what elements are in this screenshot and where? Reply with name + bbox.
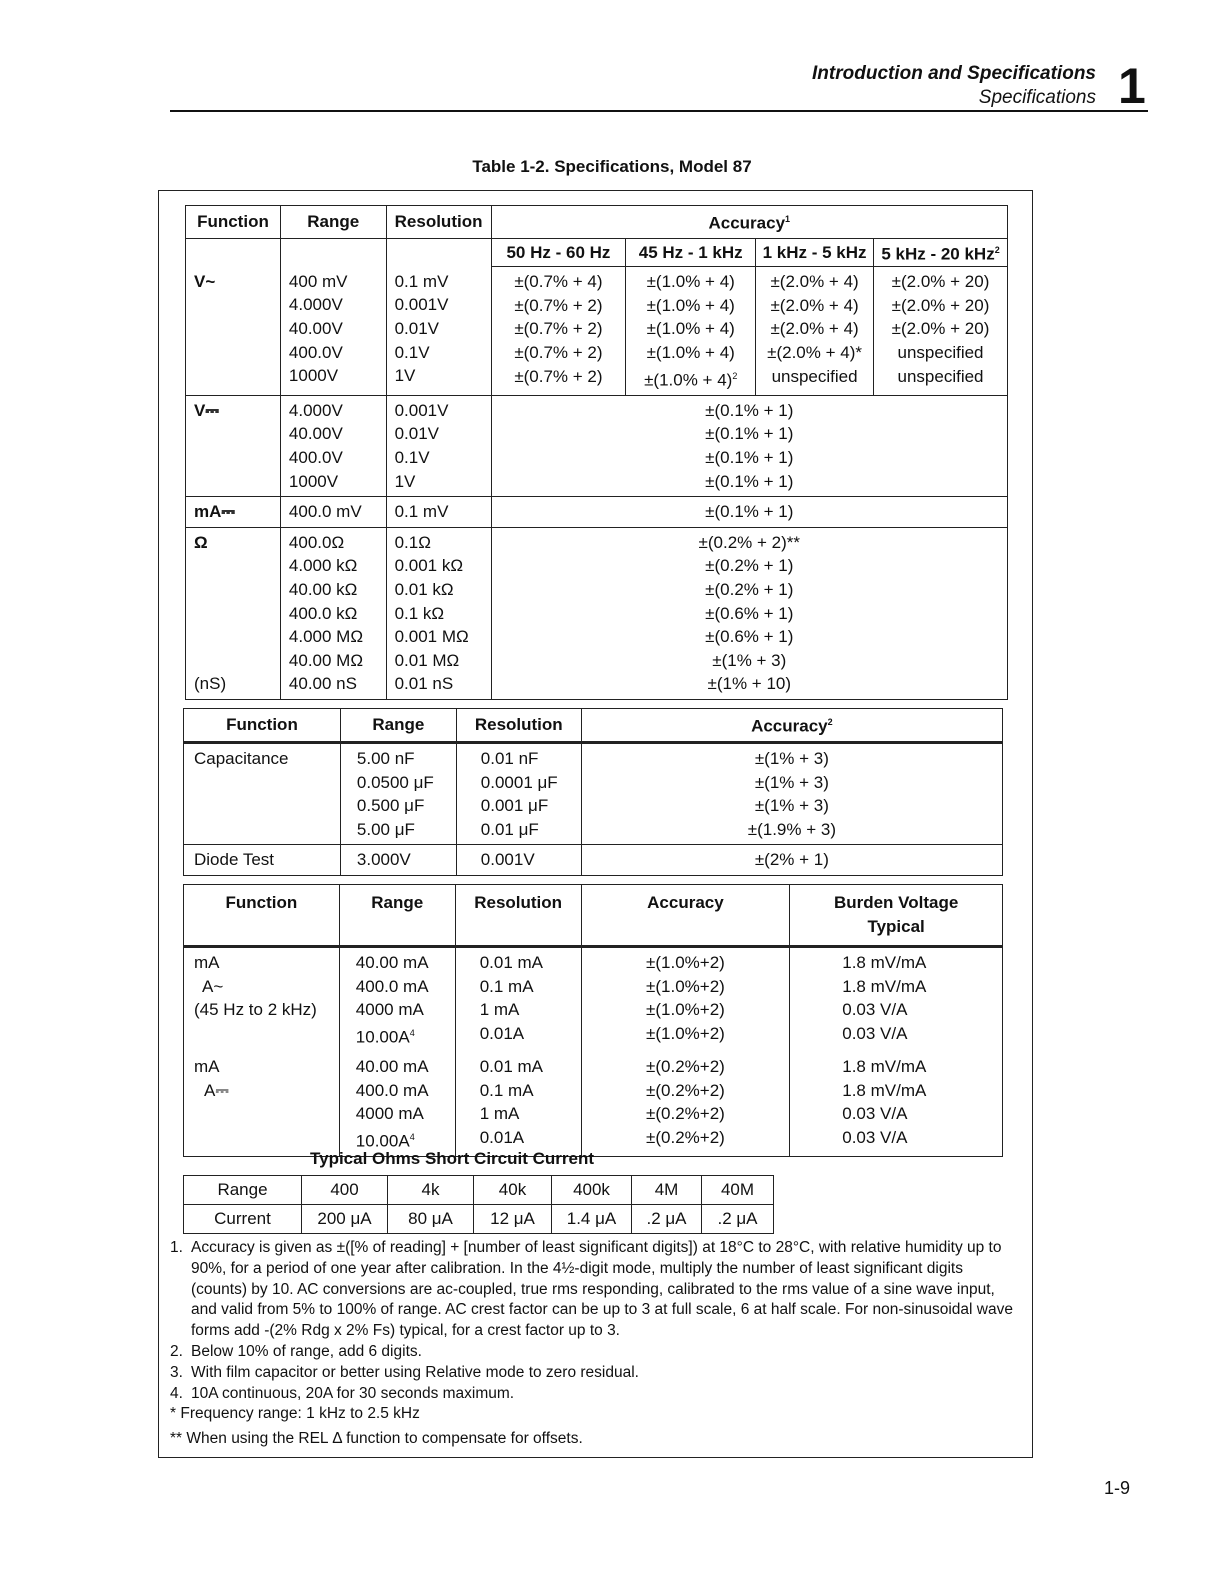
table-cell: 12 μA: [474, 1205, 552, 1234]
table-cell: 1.4 μA: [552, 1205, 632, 1234]
ohms-symbol: Ω: [194, 532, 208, 552]
range-label: Range: [184, 1176, 302, 1205]
table-cell: 0.03 V/A: [842, 1000, 908, 1020]
function-label: A⎓: [204, 1080, 229, 1100]
table-cell: 0.01 nS: [394, 674, 454, 694]
table-cell: 0.01A: [479, 1023, 525, 1043]
table-cell: 40.00 nS: [288, 674, 357, 694]
table-cell: ±(0.7% + 2): [514, 343, 603, 363]
ohms-group: [186, 527, 1008, 699]
table-cell: 0.03 V/A: [842, 1023, 908, 1043]
table-cell: 40.00 mA: [355, 1057, 429, 1077]
table-cell: 1000V: [288, 366, 339, 386]
current-header-row: [184, 885, 1003, 947]
accuracy-footnote-ref: 1: [785, 214, 791, 225]
table-cell: 0.1 mV: [394, 271, 449, 291]
table-cell: 0.01 mA: [479, 953, 543, 972]
table-cell: 1 mA: [479, 1104, 520, 1124]
footnote-text: When using the REL Δ function to compensate for offsets.: [186, 1430, 583, 1448]
table-cell: 4.000 MΩ: [288, 627, 364, 647]
table-cell: ±(0.2%+2): [646, 1057, 725, 1077]
footnote-number: 2.: [170, 1342, 183, 1360]
table-cell: ±(1% + 3): [712, 650, 787, 670]
current-label: Current: [184, 1205, 302, 1234]
col-accuracy: Accuracy$^1$: [491, 206, 1007, 239]
header-rule: [170, 110, 1148, 112]
table-cell: ±(0.2%+2): [646, 1127, 725, 1147]
table-cell: ±(1% + 3): [754, 796, 829, 816]
table-cell: 0.03 V/A: [842, 1127, 908, 1147]
footnote: [170, 1238, 1020, 1342]
table-cell: ±(0.7% + 2): [514, 295, 603, 315]
table-cell: 1 mA: [479, 1000, 520, 1020]
footnote-text: Accuracy is given as ±([% of reading] + [number of least significant digits]) at 18°C to 28°C, with relative humidity up to 90%, for a period of one year after calibration. In the 4½-digit mode, multiply the number of least significant digits (counts) by 10. AC conversions are ac-coupled, true rms responding, calibrated to the rms value of a sine wave input, and valid from 5% to 100% of range. AC crest factor can be up to 3 at full scale, 6 at half scale. For non-sinusoidal wave forms add -(2% Rdg x 2% Fs) typical, for a crest factor up to 3.: [191, 1239, 1013, 1340]
ohms-short-title: Typical Ohms Short Circuit Current: [310, 1149, 595, 1168]
running-header: [812, 62, 1096, 110]
table-cell: $10.00A^4$: [355, 1027, 415, 1047]
table-cell: 4.000 kΩ: [288, 556, 358, 576]
table-cell: 40.00 kΩ: [288, 580, 358, 600]
table-cell: ±(1.0% + 4): [646, 319, 735, 339]
table-cell: 0.001 MΩ: [394, 627, 469, 647]
ohms-current-row: [184, 1205, 774, 1234]
table-cell: 4M: [632, 1176, 702, 1205]
footnote-ref: 4: [409, 1027, 415, 1038]
footnotes: [170, 1238, 1020, 1450]
table-cell: 400.0V: [288, 342, 343, 362]
header-title: Introduction and Specifications: [812, 63, 1096, 84]
table-cell: 0.1 mA: [479, 976, 534, 996]
table-cell: ±(2.0% + 4): [770, 272, 859, 292]
footnote-text: 10A continuous, 20A for 30 seconds maximum.: [191, 1384, 515, 1402]
capacitance-table: [183, 708, 1003, 876]
dc-current-group: [184, 1052, 1003, 1157]
mv-dc-symbol: mA⎓: [186, 497, 281, 528]
table-cell: ±(2.0% + 4)*: [767, 343, 862, 363]
footnote-number: 4.: [170, 1384, 183, 1402]
table-cell: ±(0.1% + 1): [705, 471, 794, 491]
table-cell: 4.000V: [288, 295, 343, 315]
table-cell: ±(1% + 10): [707, 674, 792, 694]
table-cell: ±(0.7% + 2): [514, 319, 603, 339]
table-cell: 0.01V: [394, 318, 440, 338]
table-cell: 400.0 mA: [355, 976, 429, 996]
table-cell: 0.001V: [394, 295, 449, 315]
table-cell: ±(1% + 3): [754, 772, 829, 792]
table-cell: 0.1Ω: [394, 532, 431, 552]
diode-label: Diode Test: [184, 845, 341, 876]
table-cell: 4.000V: [288, 400, 343, 420]
table-cell: 40k: [474, 1176, 552, 1205]
footnote: [170, 1429, 1020, 1450]
table-cell: 40.00 MΩ: [288, 650, 364, 670]
col-accuracy: Accuracy$^2$: [581, 709, 1002, 743]
table-cell: unspecified: [897, 343, 984, 363]
freq-footnote-ref: 2: [994, 245, 1000, 255]
capacitance-group: [184, 743, 1003, 845]
table-cell: 0.01A: [479, 1127, 525, 1147]
col-range: Range: [340, 709, 456, 743]
spec-table: [185, 205, 1008, 700]
ac-volts-group: [186, 267, 1008, 396]
header-subtitle: Specifications: [978, 87, 1096, 108]
current-table: [183, 884, 1003, 1157]
table-cell: ±(1.9% + 3): [747, 819, 836, 839]
table-cell: ±(1.0% + 4): [646, 272, 735, 292]
table-cell: 0.1V: [394, 342, 430, 362]
table-cell: .2 μA: [632, 1205, 702, 1234]
footnote-ref: 4: [409, 1131, 415, 1142]
table-cell: ±(0.7% + 2): [514, 366, 603, 386]
footnote: [170, 1363, 1020, 1384]
table-cell: ±(2.0% + 4): [770, 295, 859, 315]
footnote-text: With film capacitor or better using Relative mode to zero residual.: [191, 1363, 639, 1381]
table-cell: 3.000V: [340, 845, 456, 876]
table-cell: 400.0V: [288, 448, 343, 468]
burden-header-line2: Typical: [867, 916, 925, 936]
ns-label: (nS): [194, 674, 227, 694]
table-cell: ±(1% + 3): [754, 749, 829, 768]
table-cell: ±(0.1% + 1): [491, 497, 1007, 528]
table-cell: $10.00A^4$: [355, 1131, 415, 1151]
table-cell: ±(0.2%+2): [646, 1080, 725, 1100]
table-cell: ±(2.0% + 4): [770, 319, 859, 339]
table-cell: ±(0.1% + 1): [705, 424, 794, 444]
table-cell: 400 mV: [288, 271, 348, 291]
footnote: [170, 1342, 1020, 1363]
footnote: [170, 1404, 1020, 1425]
table-cell: 400.0 mA: [355, 1080, 429, 1100]
table-cell: ±(0.6% + 1): [705, 603, 794, 623]
table-cell: 40.00V: [288, 318, 343, 338]
table-cell: 0.1V: [394, 448, 430, 468]
table-cell: $\pm(1.0\% + 4)^2$: [644, 370, 738, 390]
table-cell: 1.8 mV/mA: [842, 1080, 927, 1100]
table-cell: ±(1.0%+2): [646, 953, 725, 972]
dc-volts-group: [186, 395, 1008, 496]
col-resolution: Resolution: [456, 709, 581, 743]
table-cell: 400.0 mV: [280, 497, 386, 528]
col-range: Range: [280, 206, 386, 239]
col-function: Function: [184, 709, 341, 743]
col-resolution: Resolution: [386, 206, 491, 239]
table-cell: ±(2.0% + 20): [891, 272, 990, 292]
table-cell: unspecified: [771, 366, 858, 386]
table-cell: 400k: [552, 1176, 632, 1205]
burden-header-line1: Burden Voltage: [833, 893, 959, 912]
table-cell: 0.001 μF: [480, 796, 549, 816]
table-cell: 0.001V: [394, 400, 449, 420]
table-cell: 40.00 mA: [355, 953, 429, 972]
table-cell: 0.001V: [456, 845, 581, 876]
accuracy-footnote-ref: 2: [827, 717, 833, 728]
diode-row: [184, 845, 1003, 876]
table-cell: 80 μA: [388, 1205, 474, 1234]
table-cell: ±(0.2%+2): [646, 1104, 725, 1124]
function-label: mA: [194, 953, 220, 972]
spec-header-row: [186, 206, 1008, 239]
ac-volts-symbol: V~: [186, 267, 281, 396]
footnote-text: Below 10% of range, add 6 digits.: [191, 1342, 422, 1360]
table-cell: ±(0.1% + 1): [705, 448, 794, 468]
table-cell: 1000V: [288, 471, 339, 491]
mv-dc-group: [186, 497, 1008, 528]
table-cell: ±(2.0% + 20): [891, 319, 990, 339]
col-range: Range: [339, 885, 455, 947]
table-cell: 0.1 mA: [479, 1080, 534, 1100]
col-function: Function: [184, 885, 340, 947]
table-cell: 4000 mA: [355, 1104, 424, 1124]
table-cell: 400.0Ω: [288, 532, 345, 552]
capacitance-label: Capacitance: [184, 743, 341, 845]
table-cell: 0.1 mV: [386, 497, 491, 528]
table-cell: .2 μA: [702, 1205, 774, 1234]
table-cell: ±(0.2% + 1): [705, 580, 794, 600]
footnote-text: Frequency range: 1 kHz to 2.5 kHz: [180, 1405, 420, 1423]
table-caption: Table 1-2. Specifications, Model 87: [472, 157, 752, 176]
table-cell: 40M: [702, 1176, 774, 1205]
function-label: mA: [194, 1057, 220, 1077]
table-cell: ±(0.2% + 2)**: [698, 532, 801, 552]
col-resolution: Resolution: [455, 885, 581, 947]
table-cell: ±(1.0%+2): [646, 976, 725, 996]
cap-header-row: [184, 709, 1003, 743]
table-cell: 1V: [394, 366, 416, 386]
table-cell: 400.0 kΩ: [288, 603, 358, 623]
ohms-short-table: [183, 1175, 774, 1234]
table-cell: 0.01V: [394, 424, 440, 444]
table-cell: 0.01 nF: [480, 749, 539, 768]
table-cell: 5.00 nF: [356, 749, 415, 768]
table-cell: ±(0.6% + 1): [705, 627, 794, 647]
table-cell: ±(0.7% + 4): [514, 272, 603, 292]
ac-current-group: [184, 947, 1003, 1053]
table-cell: ±(1.0%+2): [646, 1023, 725, 1043]
table-cell: 5.00 μF: [356, 819, 415, 839]
function-label: (45 Hz to 2 kHz): [194, 1000, 317, 1020]
footnote-number: 1.: [170, 1239, 183, 1256]
table-cell: 1.8 mV/mA: [842, 953, 927, 972]
table-cell: unspecified: [897, 366, 984, 386]
table-cell: ±(1.0%+2): [646, 1000, 725, 1020]
col-function: Function: [186, 206, 281, 239]
dc-volts-symbol: V⎓: [186, 395, 281, 496]
freq-header: 45 Hz - 1 kHz: [626, 239, 756, 267]
table-cell: 0.01 mA: [479, 1057, 543, 1077]
table-cell: 0.01 MΩ: [394, 650, 460, 670]
table-cell: 4000 mA: [355, 1000, 424, 1020]
freq-header: 50 Hz - 60 Hz: [491, 239, 626, 267]
table-cell: 0.001 kΩ: [394, 556, 464, 576]
table-cell: ±(2.0% + 20): [891, 295, 990, 315]
table-cell: 0.01 kΩ: [394, 580, 454, 600]
table-cell: 1V: [394, 471, 416, 491]
table-cell: 1.8 mV/mA: [842, 976, 927, 996]
function-label: A~: [202, 976, 224, 996]
table-cell: 0.01 μF: [480, 819, 539, 839]
footnote-ref: 2: [732, 370, 738, 381]
page-number: 1-9: [1104, 1478, 1131, 1498]
table-cell: 1.8 mV/mA: [842, 1057, 927, 1077]
table-cell: ±(1.0% + 4): [646, 295, 735, 315]
footnote-number: 3.: [170, 1363, 183, 1381]
table-cell: 4k: [388, 1176, 474, 1205]
footnote-number: *: [170, 1405, 177, 1423]
table-cell: ±(1.0% + 4): [646, 343, 735, 363]
table-cell: ±(0.1% + 1): [705, 400, 794, 420]
table-cell: 0.03 V/A: [842, 1104, 908, 1124]
table-cell: 40.00V: [288, 424, 343, 444]
footnote-number: **: [170, 1430, 183, 1448]
table-cell: 0.500 μF: [356, 796, 425, 816]
ohms-range-row: [184, 1176, 774, 1205]
table-cell: 200 μA: [302, 1205, 388, 1234]
freq-header-row: [186, 239, 1008, 267]
table-cell: 400: [302, 1176, 388, 1205]
freq-header: 1 kHz - 5 kHz: [756, 239, 874, 267]
table-cell: ±(0.2% + 1): [705, 556, 794, 576]
freq-header: 5 kHz - 20 kHz$^2$: [874, 239, 1008, 267]
col-accuracy: Accuracy: [581, 885, 790, 947]
footnote: [170, 1384, 1020, 1405]
col-burden: [790, 885, 1003, 947]
table-cell: 0.0500 μF: [356, 772, 434, 792]
table-cell: 0.1 kΩ: [394, 603, 445, 623]
table-cell: ±(2% + 1): [581, 845, 1002, 876]
table-cell: 0.0001 μF: [480, 772, 558, 792]
chapter-number: 1: [1118, 58, 1146, 114]
